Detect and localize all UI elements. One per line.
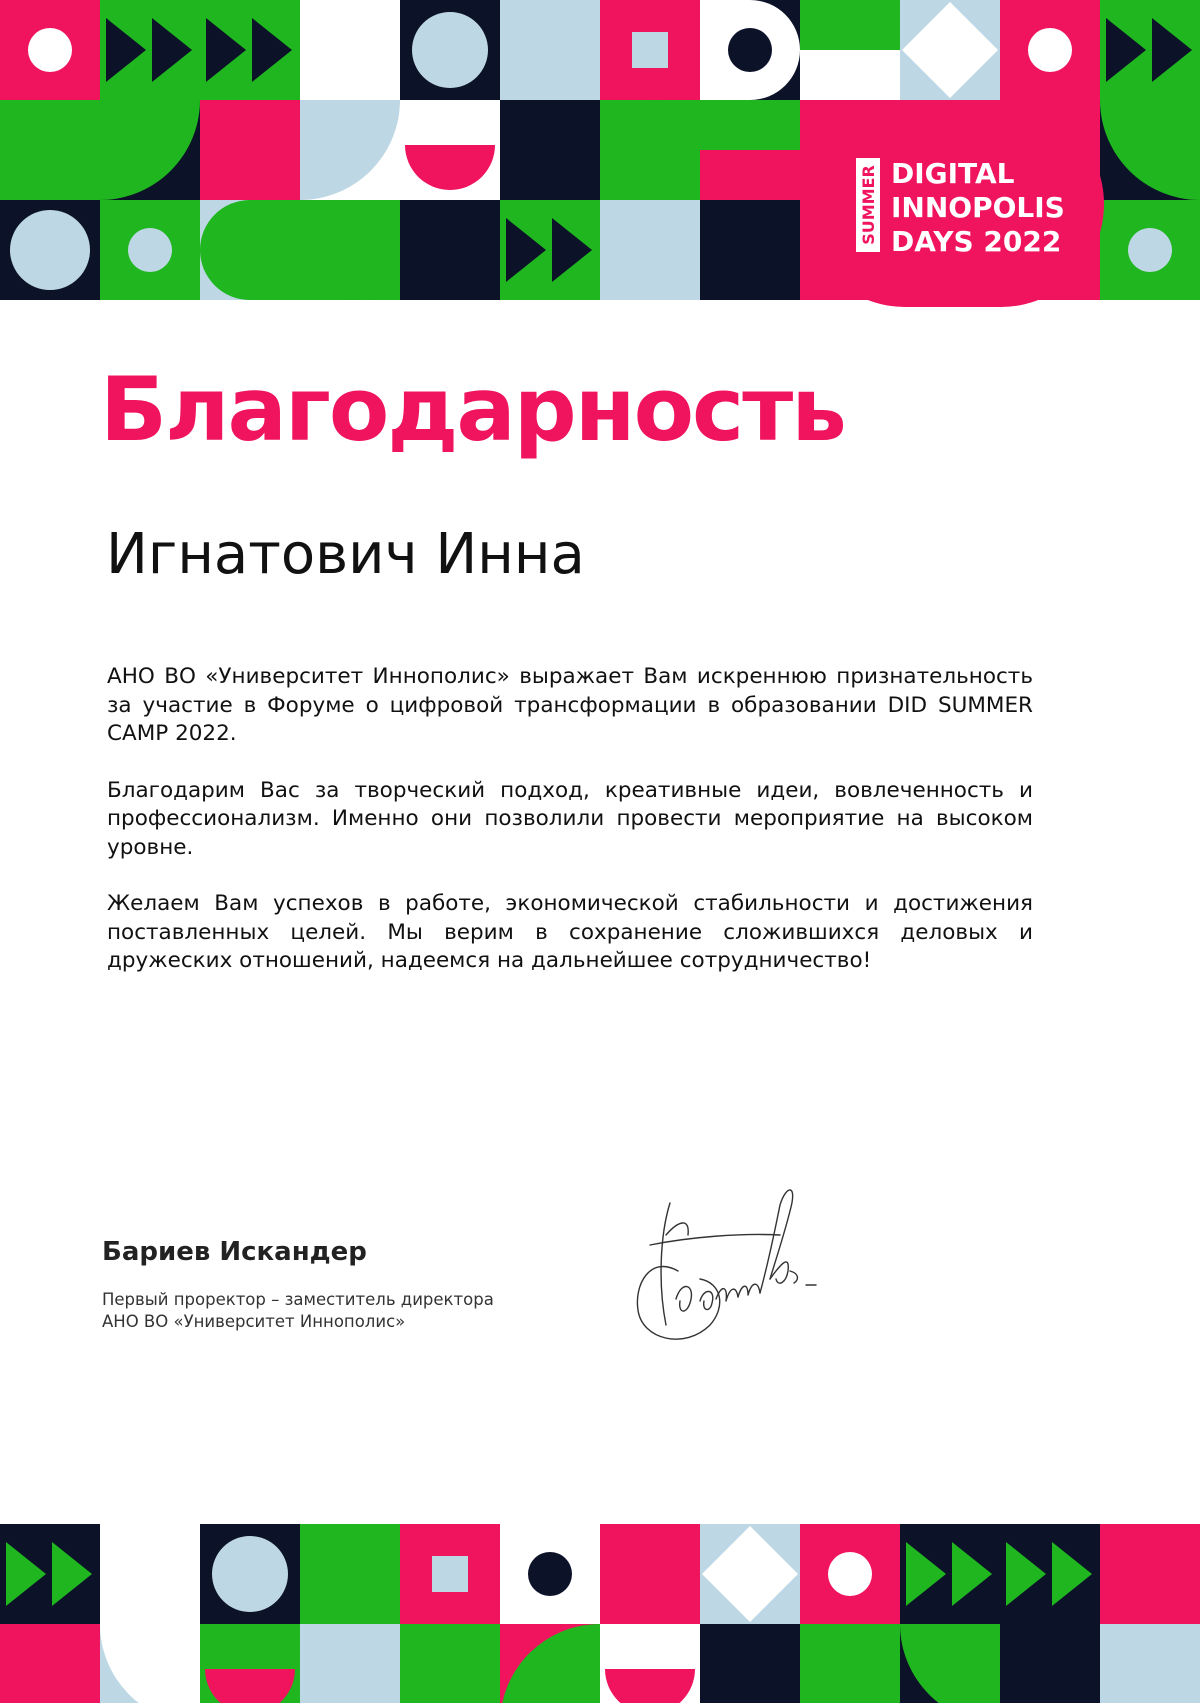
pattern-tile <box>100 100 200 200</box>
pattern-tile <box>500 1524 600 1624</box>
pattern-tile <box>200 200 300 300</box>
tile-circle <box>412 12 488 88</box>
event-logo <box>802 101 1104 307</box>
pattern-tile <box>500 0 600 100</box>
pattern-tile <box>800 1624 900 1703</box>
tile-background <box>800 1624 900 1703</box>
signer-role <box>102 1289 494 1333</box>
pattern-tile <box>600 1524 700 1624</box>
tile-background <box>200 100 300 200</box>
signer-name: Бариев Искандер <box>102 1237 367 1267</box>
pattern-tile <box>400 1624 500 1703</box>
pattern-tile <box>300 1524 400 1624</box>
logo-line-1: DIGITAL <box>891 157 1015 190</box>
pattern-tile <box>900 1524 1000 1624</box>
tile-background <box>600 200 700 300</box>
tile-background <box>500 0 600 100</box>
tile-circle <box>128 228 172 272</box>
tile-half-round <box>200 200 300 300</box>
bottom-decorative-banner <box>0 1524 1204 1703</box>
pattern-tile <box>1100 1624 1200 1703</box>
pattern-tile <box>300 200 400 300</box>
pattern-tile <box>600 200 700 300</box>
pattern-tile <box>0 100 100 200</box>
logo-line-3: DAYS 2022 <box>891 225 1062 258</box>
tile-background <box>400 1624 500 1703</box>
pattern-tile <box>1000 1524 1100 1624</box>
tile-background <box>300 1524 400 1624</box>
pattern-tile <box>200 1524 300 1624</box>
pattern-tile <box>300 100 400 200</box>
letter-paragraph: Желаем Вам успехов в работе, экономической стабильности и достижения поставленных целей. Мы верим в сохранение сложившихся деловых и дружеских отношений, надеемся на дальнейшее сотрудничество! <box>107 891 1033 973</box>
signer-role-line: АНО ВО «Университет Иннополис» <box>102 1312 406 1331</box>
tile-semicircle <box>205 1669 295 1703</box>
tile-background <box>700 1624 800 1703</box>
logo-vertical-label: SUMMER <box>859 165 878 245</box>
tile-circle <box>528 1552 572 1596</box>
pattern-tile <box>1100 0 1200 100</box>
pattern-tile <box>400 0 500 100</box>
pattern-tile <box>400 1524 500 1624</box>
tile-circle <box>728 28 772 72</box>
pattern-tile <box>100 200 200 300</box>
top-decorative-banner <box>0 0 1204 307</box>
pattern-tile <box>500 100 600 200</box>
tile-circle <box>828 1552 872 1596</box>
tile-background <box>1000 1624 1100 1703</box>
pattern-tile <box>0 1524 100 1624</box>
pattern-tile <box>1000 0 1100 100</box>
tile-half-block <box>800 50 900 100</box>
tile-background <box>1100 1624 1200 1703</box>
pattern-tile <box>500 200 600 300</box>
tile-background <box>100 1524 200 1624</box>
pattern-tile <box>500 1624 600 1703</box>
pattern-tile <box>800 1524 900 1624</box>
pattern-tile <box>200 100 300 200</box>
letter-paragraph: Благодарим Вас за творческий подход, креативные идеи, вовлеченность и профессионализм. Именно они позволили провести мероприятие на высоком уровне. <box>107 777 1033 860</box>
tile-square <box>432 1556 468 1592</box>
handwritten-signature <box>630 1175 840 1350</box>
tile-half-round <box>300 200 400 300</box>
pattern-tile <box>700 0 800 100</box>
pattern-tile <box>700 200 800 300</box>
pattern-tile <box>400 100 500 200</box>
letter-paragraph: АНО ВО «Университет Иннополис» выражает Вам искреннюю признательность за участие в Форуме о цифровой трансформации в образовании DID SUMMER CAMP 2022. <box>107 664 1033 746</box>
letter-body <box>107 663 1033 1004</box>
signer-role-line: Первый проректор – заместитель директора <box>102 1290 494 1309</box>
tile-background <box>300 0 400 100</box>
pattern-tile <box>1100 1524 1200 1624</box>
tile-circle <box>28 28 72 72</box>
pattern-tile <box>100 0 200 100</box>
tile-background <box>1100 1524 1200 1624</box>
pattern-tile <box>300 0 400 100</box>
pattern-tile <box>700 100 800 200</box>
pattern-tile <box>900 1624 1000 1703</box>
tile-background <box>0 1624 100 1703</box>
pattern-tile <box>200 0 300 100</box>
page-title: Благодарность <box>100 358 845 461</box>
tile-semicircle <box>605 1669 695 1703</box>
recipient-name: Игнатович Инна <box>106 522 585 587</box>
pattern-tile <box>600 1624 700 1703</box>
pattern-tile <box>700 1624 800 1703</box>
pattern-tile <box>200 1624 300 1703</box>
pattern-tile <box>600 0 700 100</box>
pattern-tile <box>600 100 700 200</box>
tile-background <box>0 100 100 200</box>
tile-half-round <box>600 100 700 200</box>
tile-background <box>400 200 500 300</box>
pattern-tile <box>900 0 1000 100</box>
tile-circle <box>10 210 90 290</box>
tile-circle <box>212 1536 288 1612</box>
pattern-tile <box>700 1524 800 1624</box>
pattern-tile <box>0 200 100 300</box>
pattern-tile <box>800 0 900 100</box>
pattern-tile <box>1100 100 1200 200</box>
tile-background <box>500 100 600 200</box>
tile-half-block <box>700 150 800 200</box>
pattern-tile <box>300 1624 400 1703</box>
pattern-tile <box>1000 1624 1100 1703</box>
pattern-tile <box>1100 200 1200 300</box>
pattern-tile <box>0 1624 100 1703</box>
tile-background <box>600 1524 700 1624</box>
pattern-tile <box>400 200 500 300</box>
pattern-tile <box>100 1624 200 1703</box>
tile-square <box>632 32 668 68</box>
tile-circle <box>1028 28 1072 72</box>
tile-circle <box>1128 228 1172 272</box>
pattern-tile <box>0 0 100 100</box>
tile-background <box>700 200 800 300</box>
pattern-tile <box>100 1524 200 1624</box>
tile-background <box>300 1624 400 1703</box>
logo-line-2: INNOPOLIS <box>891 191 1065 224</box>
